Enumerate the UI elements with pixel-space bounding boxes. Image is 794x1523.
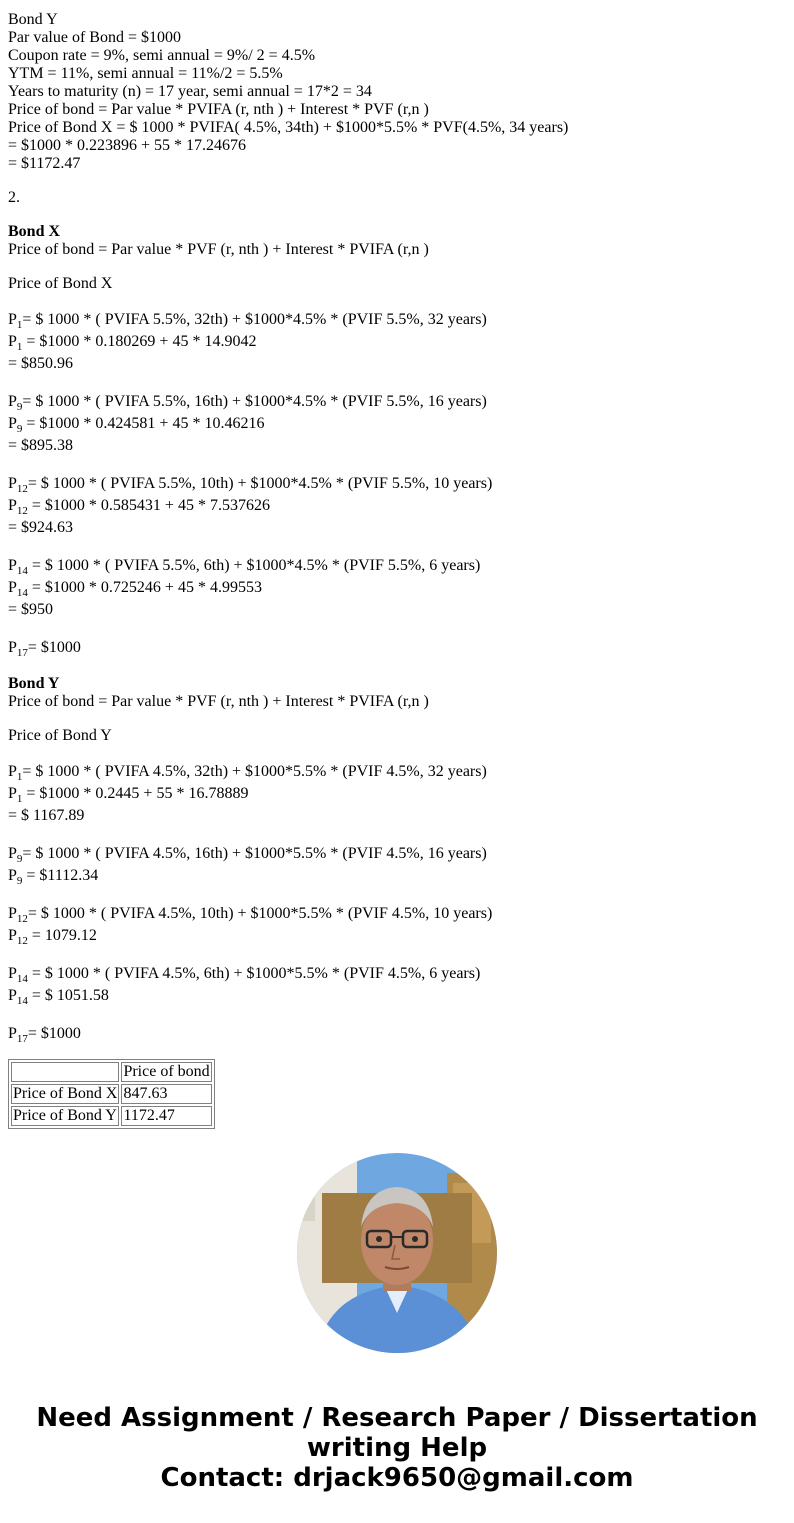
intro-line: Years to maturity (n) = 17 year, semi annual = 17*2 = 34 xyxy=(8,83,372,100)
table-cell: 1172.47 xyxy=(121,1106,211,1126)
bond-y-final: $P_{17}=$ $1000 xyxy=(8,1025,81,1045)
intro-line: Par value of Bond = $1000 xyxy=(8,29,181,46)
tutor-portrait-image xyxy=(297,1153,497,1353)
bond-x-section xyxy=(8,223,788,659)
period-subscript: 12 xyxy=(16,913,28,925)
promo-line: writing Help xyxy=(306,1433,488,1463)
equation-line: = $ 1000 * ( PVIFA 4.5%, 6th) + $1000*5.5% * (PVIF 4.5%, 6 years) xyxy=(27,965,481,982)
period-subscript: 9 xyxy=(16,853,23,865)
bond-x-formula: Price of bond = Par value * PVF (r, nth ) + Interest * PVIFA (r,n ) xyxy=(8,241,429,258)
bond-x-block: $P_1=$ $ 1000 * ( PVIFA 5.5%, 32th) + $1000*4.5% * (PVIF 5.5%, 32 years) $P_1$ = $1000 * 0.180269 + 45 * 14.9042 = $850.96 xyxy=(8,309,788,375)
equation-line: = $1000 * 0.2445 + 55 * 16.78889 xyxy=(22,785,249,802)
promo-line: Need Assignment / Research Paper / Dissertation xyxy=(36,1403,758,1433)
equation-result: = $ 1167.89 xyxy=(8,807,85,824)
period-subscript: 14 xyxy=(16,587,28,599)
bond-x-final: $P_{17}=$ $1000 xyxy=(8,639,81,659)
period-subscript: 14 xyxy=(16,565,28,577)
intro-line: = $1172.47 xyxy=(8,155,81,172)
equation-line: = 1079.12 xyxy=(27,927,97,944)
period-subscript: 12 xyxy=(16,505,28,517)
period-subscript: 14 xyxy=(16,995,28,1007)
period-subscript: 14 xyxy=(16,973,28,985)
promo-banner xyxy=(0,1403,794,1493)
table-row xyxy=(11,1084,212,1104)
period-subscript: 1 xyxy=(16,341,23,353)
equation-line: = $ 1000 * ( PVIFA 5.5%, 6th) + $1000*4.5% * (PVIF 5.5%, 6 years) xyxy=(27,557,481,574)
equation-line: = $1000 xyxy=(27,639,81,656)
bond-x-block: $P_{14}$ = $ 1000 * ( PVIFA 5.5%, 6th) + $1000*4.5% * (PVIF 5.5%, 6 years) $P_{14}$ = $1000 * 0.725246 + 45 * 4.99553 = $950 xyxy=(8,555,788,621)
bond-y-block: $P_9=$ $ 1000 * ( PVIFA 4.5%, 16th) + $1000*5.5% * (PVIF 4.5%, 16 years) $P_9$ = $1112.34 xyxy=(8,845,487,887)
equation-line: = $ 1000 * ( PVIFA 5.5%, 32th) + $1000*4.5% * (PVIF 5.5%, 32 years) xyxy=(22,311,487,328)
table-row xyxy=(11,1106,212,1126)
period-subscript: 17 xyxy=(16,1033,28,1045)
equation-line: = $ 1000 * ( PVIFA 4.5%, 10th) + $1000*5.5% * (PVIF 4.5%, 10 years) xyxy=(27,905,493,922)
table-header-cell: Price of bond xyxy=(123,1063,210,1080)
bond-y-price-label: Price of Bond Y xyxy=(8,727,112,744)
equation-result: = $924.63 xyxy=(8,519,74,536)
bond-y-section xyxy=(8,675,788,1045)
equation-line: = $1000 * 0.424581 + 45 * 10.46216 xyxy=(22,415,265,432)
equation-line: = $ 1000 * ( PVIFA 5.5%, 10th) + $1000*4.5% * (PVIF 5.5%, 10 years) xyxy=(27,475,493,492)
period-subscript: 17 xyxy=(16,647,28,659)
equation-line: = $ 1000 * ( PVIFA 4.5%, 32th) + $1000*5.5% * (PVIF 4.5%, 32 years) xyxy=(22,763,487,780)
intro-line: YTM = 11%, semi annual = 11%/2 = 5.5% xyxy=(8,65,283,82)
bond-x-block: $P_{12}=$ $ 1000 * ( PVIFA 5.5%, 10th) + $1000*4.5% * (PVIF 5.5%, 10 years) $P_{12}$ = $1000 * 0.585431 + 45 * 7.537626 = $924.63 xyxy=(8,473,788,539)
bond-y-block: $P_{12}=$ $ 1000 * ( PVIFA 4.5%, 10th) + $1000*5.5% * (PVIF 4.5%, 10 years) $P_{12} = 1079.12$ xyxy=(8,905,493,947)
equation-line: = $1000 * 0.585431 + 45 * 7.537626 xyxy=(27,497,270,514)
equation-line: = $1112.34 xyxy=(22,867,99,884)
period-subscript: 9 xyxy=(16,401,23,413)
period-subscript: 9 xyxy=(16,875,23,887)
equation-line: = $ 1000 * ( PVIFA 5.5%, 16th) + $1000*4.5% * (PVIF 5.5%, 16 years) xyxy=(22,393,487,410)
table-cell: Price of Bond Y xyxy=(11,1106,119,1126)
intro-line: Coupon rate = 9%, semi annual = 9%/ 2 = 4.5% xyxy=(8,47,316,64)
intro-line: = $1000 * 0.223896 + 55 * 17.24676 xyxy=(8,137,247,154)
intro-line: Bond Y xyxy=(8,11,58,28)
table-cell: 847.63 xyxy=(121,1084,211,1104)
period-subscript: 12 xyxy=(16,483,28,495)
equation-line: = $1000 xyxy=(27,1025,81,1042)
equation-line: = $ 1000 * ( PVIFA 4.5%, 16th) + $1000*5.5% * (PVIF 4.5%, 16 years) xyxy=(22,845,487,862)
bond-x-heading: Bond X xyxy=(8,223,61,240)
tutor-photo xyxy=(297,1153,497,1353)
equation-line: = $1000 * 0.180269 + 45 * 14.9042 xyxy=(22,333,257,350)
period-subscript: 9 xyxy=(16,423,23,435)
equation-result: = $850.96 xyxy=(8,355,74,372)
table-header-cell xyxy=(11,1062,119,1082)
price-summary-table xyxy=(8,1059,215,1129)
section-number: 2. xyxy=(8,189,20,206)
table-cell: Price of Bond X xyxy=(13,1085,118,1102)
bond-x-price-label: Price of Bond X xyxy=(8,275,113,292)
bond-x-block: $P_9=$ $ 1000 * ( PVIFA 5.5%, 16th) + $1000*4.5% * (PVIF 5.5%, 16 years) $P_9$ = $1000 * 0.424581 + 45 * 10.46216 = $895.38 xyxy=(8,391,788,457)
intro-section xyxy=(8,11,788,173)
equation-line: = $ 1051.58 xyxy=(27,987,109,1004)
equation-result: = $895.38 xyxy=(8,437,74,454)
table-header-row xyxy=(11,1062,212,1082)
period-subscript: 1 xyxy=(16,319,23,331)
intro-line: Price of Bond X = $ 1000 * PVIFA( 4.5%, 34th) + $1000*5.5% * PVF(4.5%, 34 years) xyxy=(8,119,569,136)
period-subscript: 1 xyxy=(16,771,23,783)
period-subscript: 1 xyxy=(16,793,23,805)
solution-document xyxy=(8,11,788,1129)
bond-y-formula: Price of bond = Par value * PVF (r, nth ) + Interest * PVIFA (r,n ) xyxy=(8,693,429,710)
equation-result: = $950 xyxy=(8,601,54,618)
equation-line: = $1000 * 0.725246 + 45 * 4.99553 xyxy=(27,579,262,596)
bond-y-heading: Bond Y xyxy=(8,675,60,692)
promo-contact: Contact: drjack9650@gmail.com xyxy=(160,1463,634,1493)
bond-y-block: $P_{14}$ = $ 1000 * ( PVIFA 4.5%, 6th) + $1000*5.5% * (PVIF 4.5%, 6 years) $P_{14}$ = $ 1051.58 xyxy=(8,965,481,1007)
bond-y-block: $P_1=$ $ 1000 * ( PVIFA 4.5%, 32th) + $1000*5.5% * (PVIF 4.5%, 32 years) $P_1$ = $1000 * 0.2445 + 55 * 16.78889 = $ 1167.89 xyxy=(8,761,788,827)
intro-line: Price of bond = Par value * PVIFA (r, nth ) + Interest * PVF (r,n ) xyxy=(8,101,429,118)
period-subscript: 12 xyxy=(16,935,28,947)
